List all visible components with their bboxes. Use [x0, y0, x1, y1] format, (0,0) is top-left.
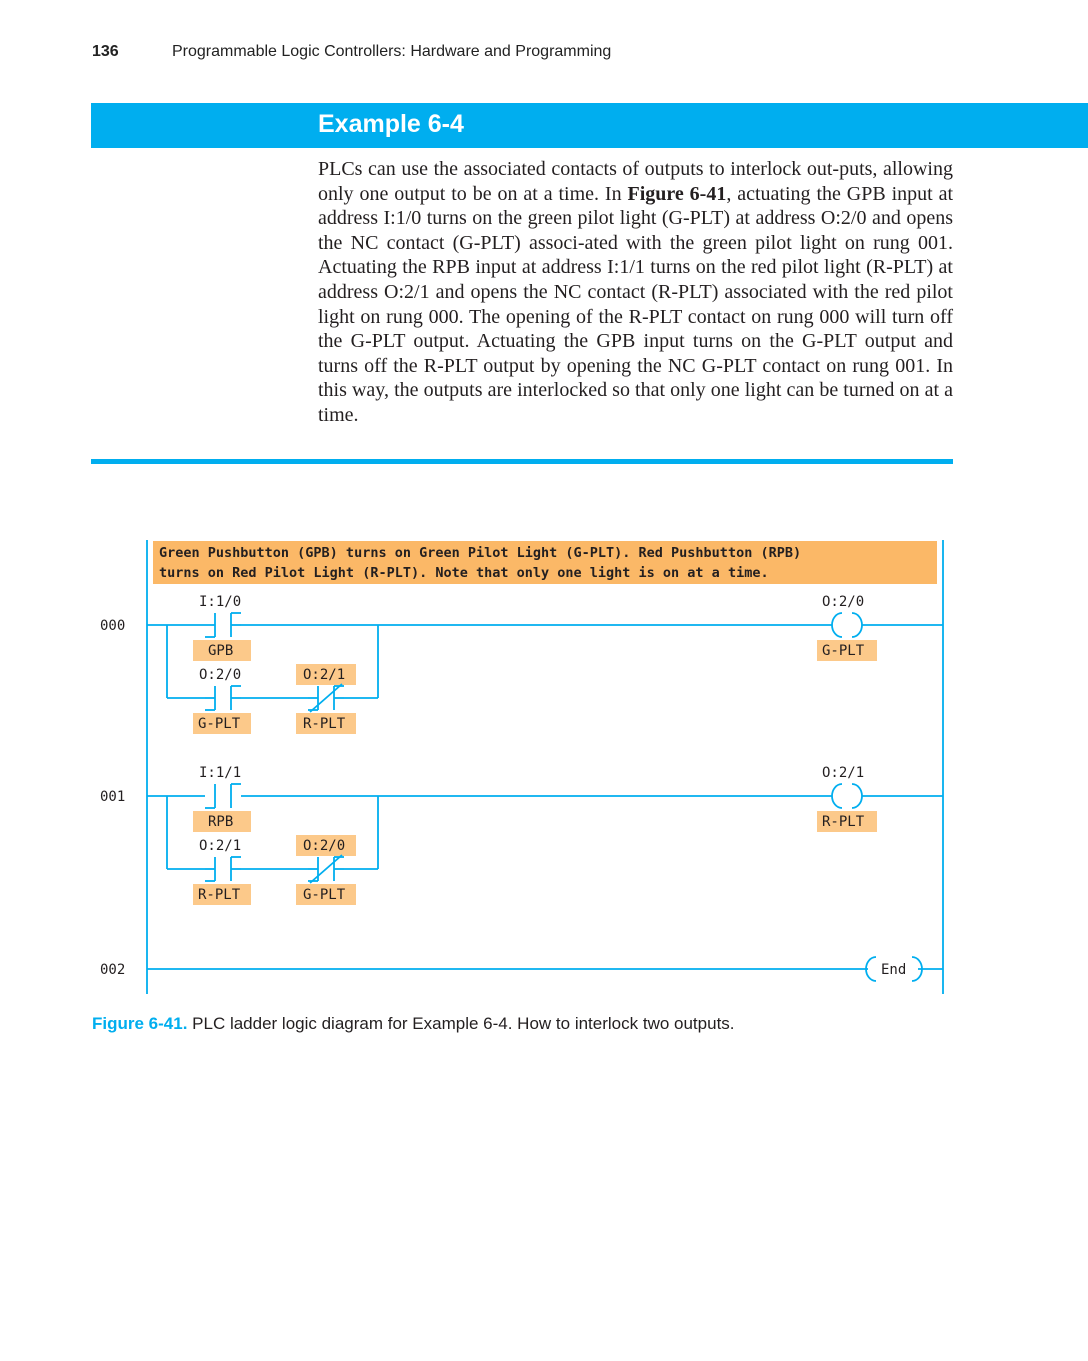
- example-body: [318, 157, 953, 428]
- page-number: 136: [92, 43, 119, 60]
- body-text-after: , actuating the GPB input at address I:1/0 turns on the green pilot light (G-PLT) at address O:2/0 and opens the NC contact (G-PLT) associ-ated with the green pilot light on rung 001. Actuating the RPB input at address I:1/1 turns on the red pilot light (R-PLT) at address O:2/1 and opens the NC contact (R-PLT) associated with the red pilot light on rung 000. The opening of the R-PLT contact on rung 000 will turn off the G-PLT output. Actuating the GPB input turns on the G-PLT output and turns off the R-PLT output by opening the NC G-PLT contact on rung 001. In this way, the outputs are interlocked so that only one light can be turned on at a time.: [318, 182, 954, 426]
- address-o-2-1-coil: O:2/1: [822, 765, 865, 781]
- label-gpb: GPB: [208, 643, 234, 659]
- running-header: [92, 43, 611, 61]
- no-contact-r-plt-seal: [205, 857, 241, 881]
- address-i-1-1: I:1/1: [199, 765, 242, 781]
- address-o-2-0-seal: O:2/0: [199, 667, 242, 683]
- figure-reference: Figure 6-41: [627, 182, 727, 205]
- rung-number-001: 001: [100, 789, 126, 805]
- nc-contact-r-plt: [308, 684, 344, 712]
- output-coil-r-plt: [832, 784, 862, 808]
- label-g-plt-interlock: G-PLT: [303, 887, 346, 903]
- ladder-diagram: [0, 535, 1088, 1005]
- rung-comment-line-2: turns on Red Pilot Light (R-PLT). Note that only one light is on at a time.: [159, 565, 769, 581]
- rung-number-002: 002: [100, 962, 126, 978]
- address-o-2-0-coil: O:2/0: [822, 594, 865, 610]
- label-r-plt-coil: R-PLT: [822, 814, 865, 830]
- example-banner: [91, 103, 1088, 148]
- label-g-plt-seal: G-PLT: [198, 716, 241, 732]
- section-rule: [91, 459, 953, 464]
- no-contact-gpb: [205, 613, 241, 637]
- end-label: End: [881, 962, 907, 978]
- rung-comment-line-1: Green Pushbutton (GPB) turns on Green Pilot Light (G-PLT). Red Pushbutton (RPB): [159, 545, 802, 561]
- no-contact-g-plt-seal: [205, 686, 241, 710]
- label-g-plt-coil: G-PLT: [822, 643, 865, 659]
- output-coil-g-plt: [832, 613, 862, 637]
- caption-text: PLC ladder logic diagram for Example 6-4. How to interlock two outputs.: [187, 1014, 735, 1033]
- address-i-1-0: I:1/0: [199, 594, 242, 610]
- example-title: Example 6-4: [318, 110, 464, 138]
- caption-label: Figure 6-41.: [92, 1014, 188, 1033]
- figure-caption: [92, 1014, 735, 1034]
- label-r-plt-seal: R-PLT: [198, 887, 241, 903]
- rung-number-000: 000: [100, 618, 126, 634]
- nc-contact-g-plt: [308, 855, 344, 883]
- book-title: Programmable Logic Controllers: Hardware and Programming: [172, 43, 612, 60]
- label-r-plt-interlock: R-PLT: [303, 716, 346, 732]
- body-text-before: PLCs can use the associated contacts of outputs to interlock out-puts, allowing only one output to be on at a time. In: [318, 158, 953, 205]
- label-rpb: RPB: [208, 814, 234, 830]
- address-o-2-1-seal: O:2/1: [199, 838, 242, 854]
- address-o-2-1-interlock: O:2/1: [303, 667, 346, 683]
- no-contact-rpb: [205, 784, 241, 808]
- address-o-2-0-interlock: O:2/0: [303, 838, 346, 854]
